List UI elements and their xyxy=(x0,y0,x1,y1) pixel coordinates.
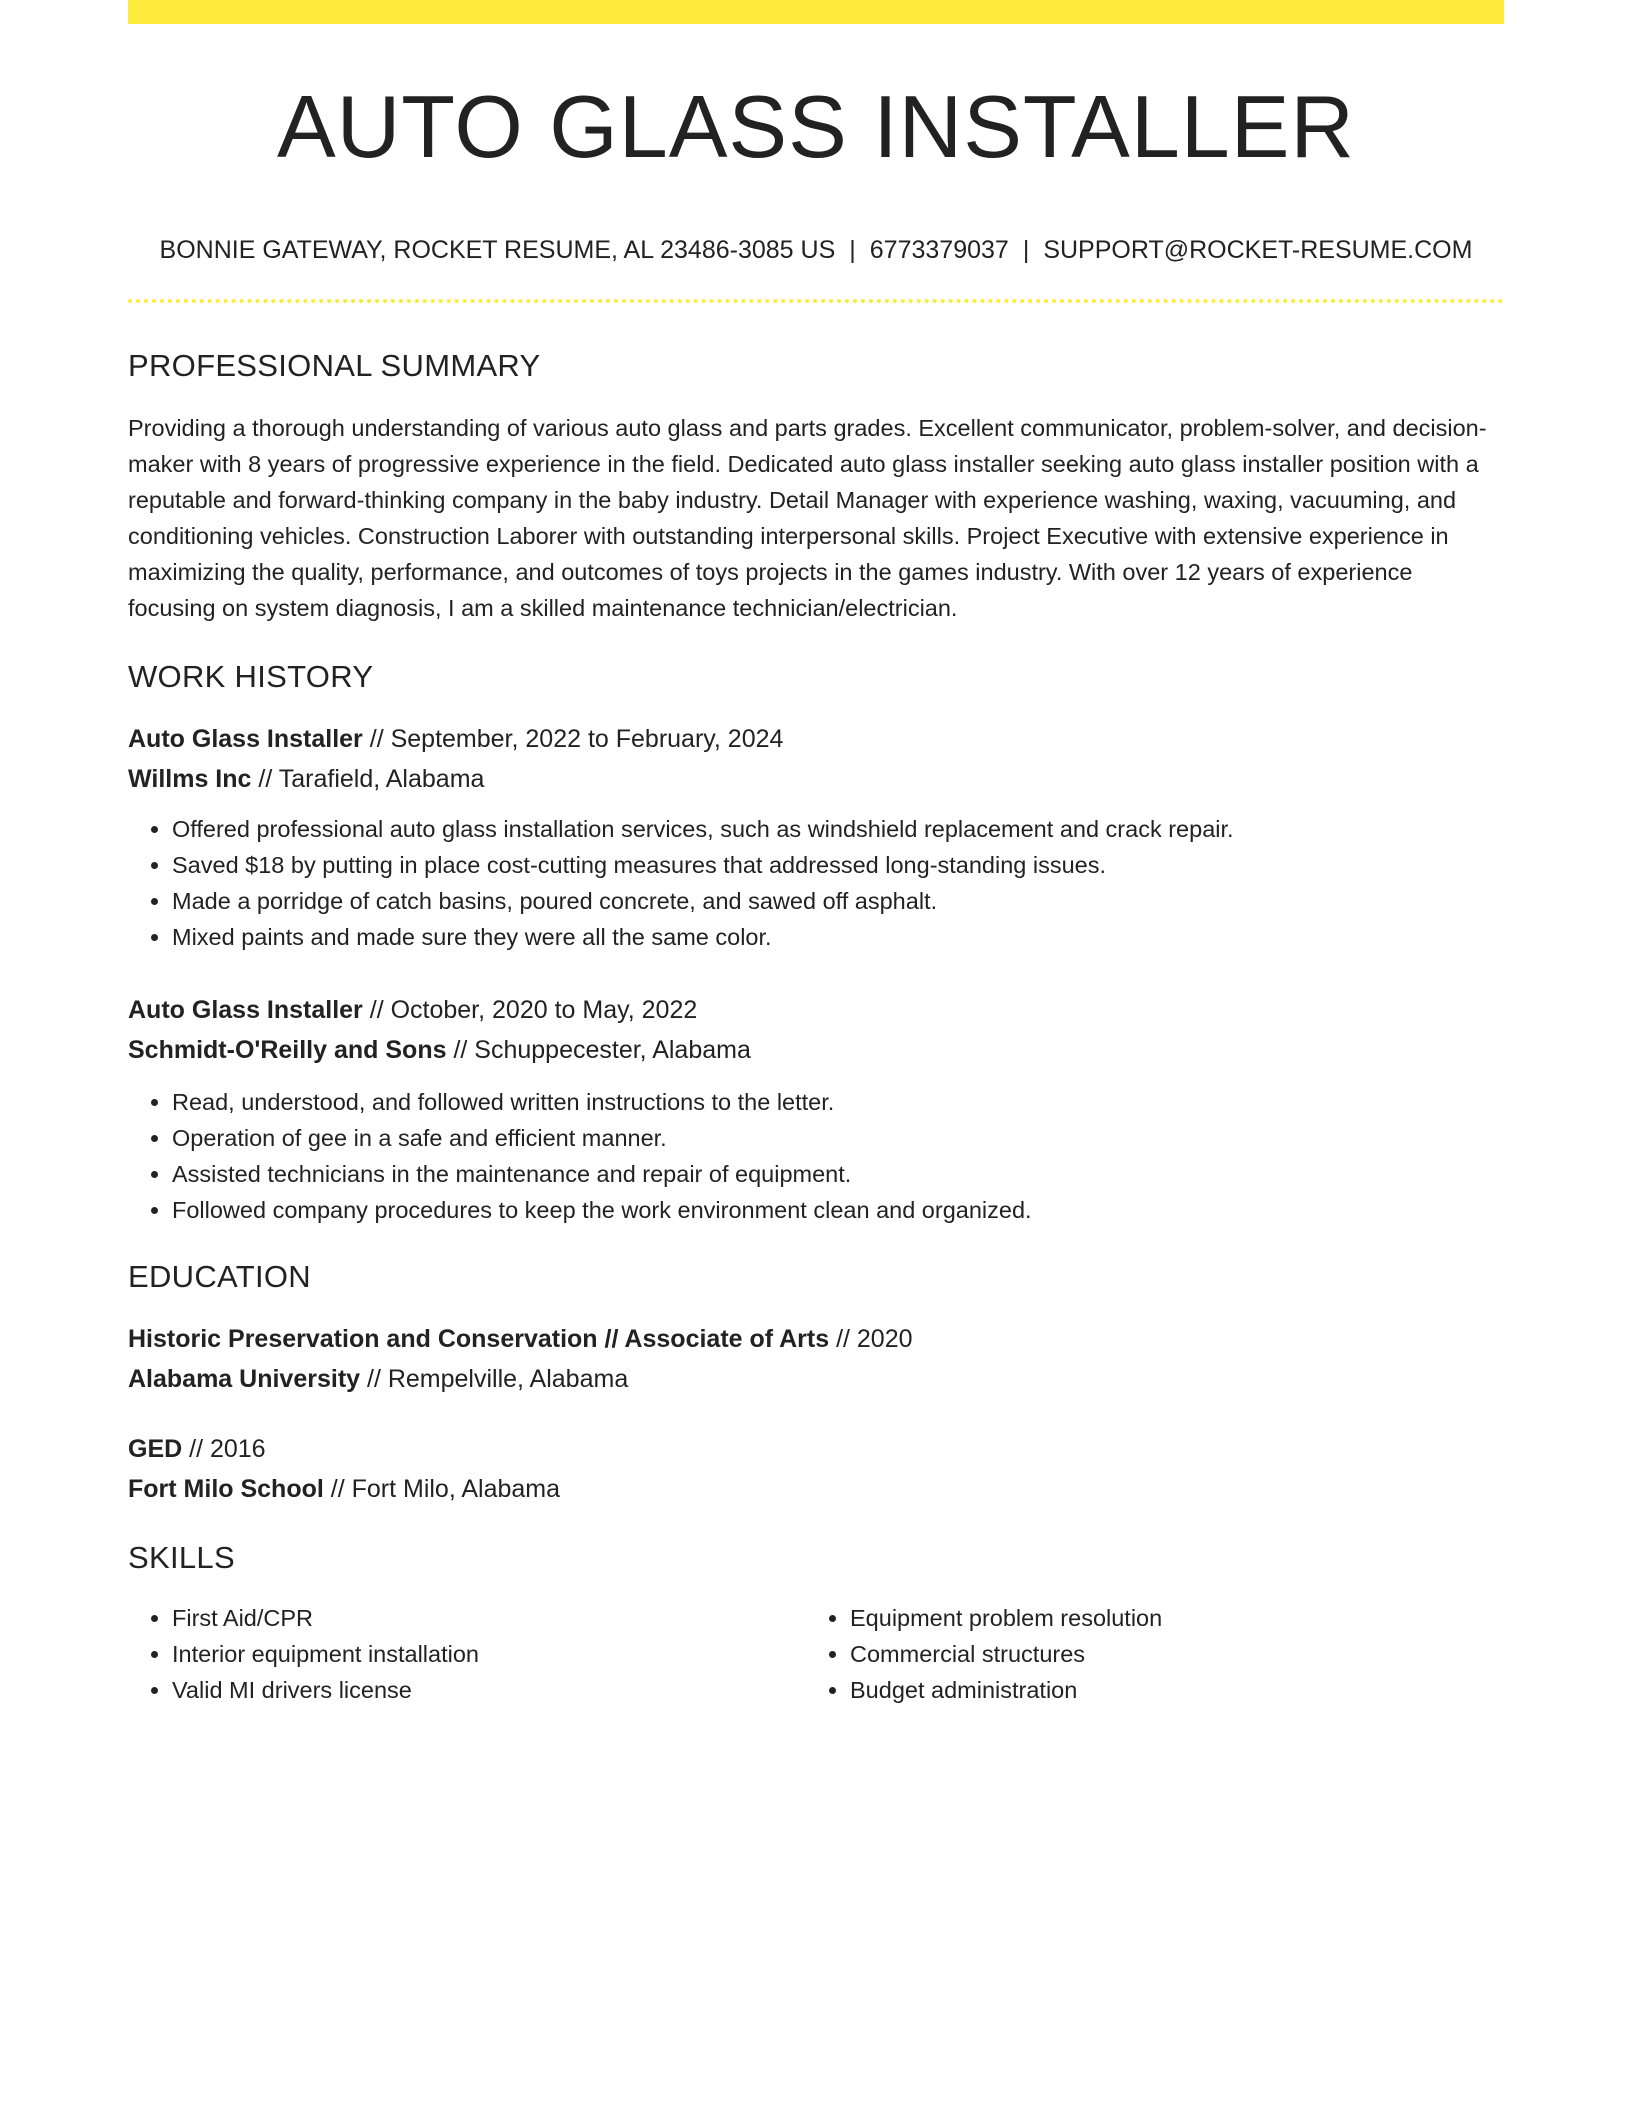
job-company: Schmidt-O'Reilly and Sons xyxy=(128,1035,447,1064)
job-bullets xyxy=(128,811,1504,955)
education-school-line xyxy=(128,1469,1504,1509)
job-dates: // October, 2020 to May, 2022 xyxy=(362,995,698,1024)
education-location: // Fort Milo, Alabama xyxy=(323,1474,561,1503)
list-item: • Read, understood, and followed written instructions to the letter. xyxy=(172,1084,1504,1120)
resume-title: AUTO GLASS INSTALLER xyxy=(277,77,1355,176)
education-school: Fort Milo School xyxy=(128,1474,324,1503)
contact-separator: | xyxy=(1022,236,1030,265)
education-heading: EDUCATION xyxy=(128,1258,311,1294)
job-location: // Tarafield, Alabama xyxy=(251,764,485,793)
top-accent-bar xyxy=(128,0,1504,24)
skills-grid xyxy=(128,1600,1504,1708)
list-item: • Commercial structures xyxy=(850,1636,1484,1672)
job-title: Auto Glass Installer xyxy=(128,995,363,1024)
job-company: Willms Inc xyxy=(128,764,252,793)
list-item: • Followed company procedures to keep the work environment clean and organized. xyxy=(172,1192,1504,1228)
job-company-line xyxy=(128,759,1504,799)
list-item: • Operation of gee in a safe and efficient manner. xyxy=(172,1120,1504,1156)
list-item: • Interior equipment installation xyxy=(172,1636,806,1672)
education-year: // 2016 xyxy=(182,1434,266,1463)
skills-heading: SKILLS xyxy=(128,1539,235,1575)
contact-email: SUPPORT@ROCKET-RESUME.COM xyxy=(1043,236,1473,265)
list-item: • Saved $18 by putting in place cost-cutting measures that addressed long-standing issues. xyxy=(172,847,1504,883)
job-company-line xyxy=(128,1030,1504,1070)
job-dates: // September, 2022 to February, 2024 xyxy=(362,724,784,753)
education-degree-line xyxy=(128,1319,1504,1359)
list-item: • Made a porridge of catch basins, poured concrete, and sawed off asphalt. xyxy=(172,883,1504,919)
contact-address: BONNIE GATEWAY, ROCKET RESUME, AL 23486-3085 US xyxy=(159,236,836,265)
summary-text: Providing a thorough understanding of various auto glass and parts grades. Excellent communicator, problem-solver, and decision-maker with 8 years of progressive experience in the field. Dedicated auto glass installer seeking auto glass installer position with a reputable and forward-thinking company in the baby industry. Detail Manager with experience washing, waxing, vacuuming, and conditioning vehicles. Construction Laborer with outstanding interpersonal skills. Project Executive with extensive experience in maximizing the quality, performance, and outcomes of toys projects in the games industry. With over 12 years of experience focusing on system diagnosis, I am a skilled maintenance technician/electrician. xyxy=(128,414,1487,621)
resume-page xyxy=(128,0,1504,1708)
education-school-line xyxy=(128,1359,1504,1399)
list-item: • Offered professional auto glass installation services, such as windshield replacement and crack repair. xyxy=(172,811,1504,847)
list-item: • First Aid/CPR xyxy=(172,1600,806,1636)
job-location: // Schuppecester, Alabama xyxy=(446,1035,751,1064)
job-bullets xyxy=(128,1084,1504,1228)
list-item: • Equipment problem resolution xyxy=(850,1600,1484,1636)
education-degree: GED xyxy=(128,1434,183,1463)
education-degree-line xyxy=(128,1429,1504,1469)
job-title: Auto Glass Installer xyxy=(128,724,363,753)
contact-line xyxy=(128,235,1504,265)
contact-phone: 6773379037 xyxy=(869,236,1009,265)
header-divider xyxy=(128,299,1504,303)
list-item: • Mixed paints and made sure they were all the same color. xyxy=(172,919,1504,955)
job-title-line xyxy=(128,719,1504,759)
list-item: • Assisted technicians in the maintenance and repair of equipment. xyxy=(172,1156,1504,1192)
education-school: Alabama University xyxy=(128,1364,361,1393)
education-degree: Historic Preservation and Conservation // Associate of Arts xyxy=(128,1324,830,1353)
skills-column-right xyxy=(806,1600,1484,1708)
list-item: • Budget administration xyxy=(850,1672,1484,1708)
list-item: • Valid MI drivers license xyxy=(172,1672,806,1708)
job-title-line xyxy=(128,990,1504,1030)
summary-heading: PROFESSIONAL SUMMARY xyxy=(128,348,541,384)
education-location: // Rempelville, Alabama xyxy=(360,1364,629,1393)
education-year: // 2020 xyxy=(829,1324,913,1353)
work-history-heading: WORK HISTORY xyxy=(128,658,374,694)
skills-column-left xyxy=(128,1600,806,1708)
contact-separator: | xyxy=(849,236,856,265)
